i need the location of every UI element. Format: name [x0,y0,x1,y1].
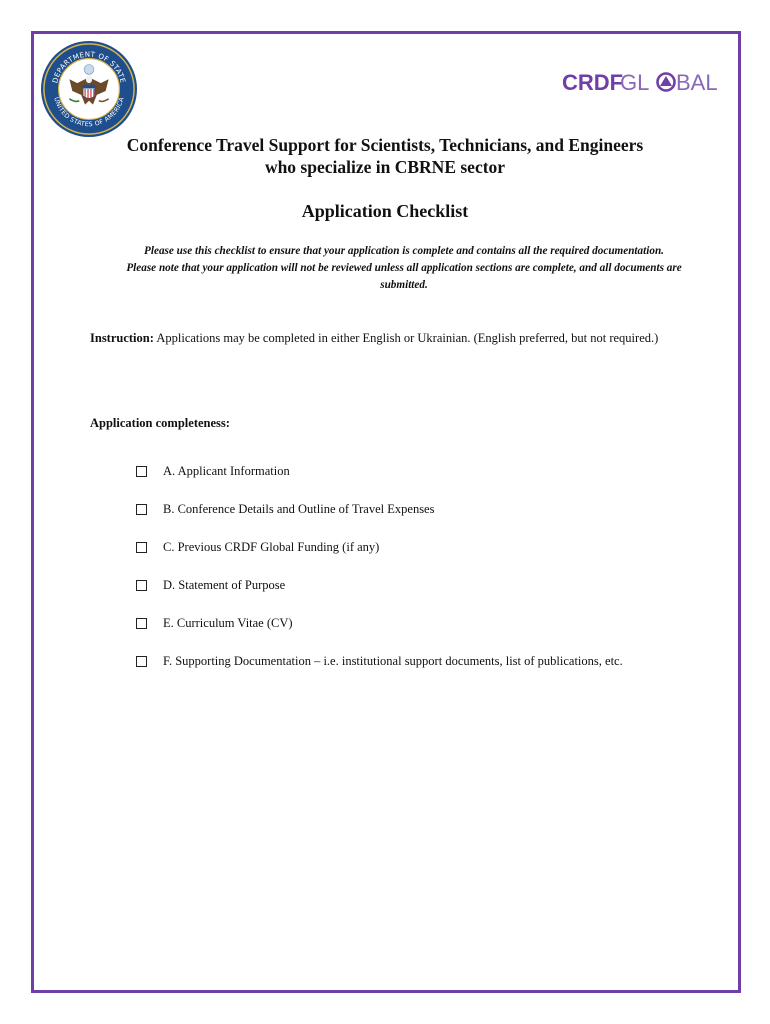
checkbox[interactable] [136,504,147,515]
completeness-checklist [136,452,726,680]
notice-line-2: Please note that your application will not be reviewed unless all application sections are complete, and all documents are [126,262,682,274]
crdf-global-logo [562,66,722,98]
checklist-item-conference-details[interactable] [136,490,726,528]
notice-line-1: Please use this checklist to ensure that your application is complete and contains all the required documentation. [144,245,664,257]
checklist-heading: Application Checklist [301,201,469,221]
checklist-item-label: A. Applicant Information [163,463,290,478]
checkbox[interactable] [136,618,147,629]
logo-text-gl: GL [620,70,650,95]
instruction-text: Applications may be completed in either English or Ukrainian. (English preferred, but not required.) [153,331,659,345]
completeness-heading: Application completeness: [90,416,230,430]
checklist-item-label: D. Statement of Purpose [163,577,286,592]
instruction-paragraph [90,329,700,347]
title-line-1: Conference Travel Support for Scientists, Technicians, and Engineers [126,135,644,155]
title-line-2: who specialize in CBRNE sector [264,157,506,177]
department-of-state-seal-icon [40,40,138,138]
checklist-item-curriculum-vitae[interactable] [136,604,726,642]
checklist-item-supporting-documentation[interactable] [136,642,726,680]
checkbox[interactable] [136,542,147,553]
notice-line-3: submitted. [380,279,428,291]
checklist-item-previous-funding[interactable] [136,528,726,566]
checkbox[interactable] [136,466,147,477]
checklist-item-label: C. Previous CRDF Global Funding (if any) [163,539,380,554]
notice-paragraph [86,243,722,294]
checkbox[interactable] [136,656,147,667]
checklist-item-label: B. Conference Details and Outline of Travel Expenses [163,501,435,516]
logo-text-crdf: CRDF [562,70,624,95]
checkbox[interactable] [136,580,147,591]
checklist-item-label: E. Curriculum Vitae (CV) [163,615,293,630]
globe-icon [658,74,675,91]
seal-top-text: DEPARTMENT OF STATE [50,49,128,84]
seal-bottom-text: UNITED STATES OF AMERICA [52,96,126,129]
document-title [60,134,710,178]
checklist-item-label: F. Supporting Documentation – i.e. institutional support documents, list of publications, etc. [163,653,623,668]
logo-text-bal: BAL [676,70,718,95]
instruction-label: Instruction: [90,331,154,345]
checklist-item-statement-of-purpose[interactable] [136,566,726,604]
checklist-item-applicant-information[interactable] [136,452,726,490]
